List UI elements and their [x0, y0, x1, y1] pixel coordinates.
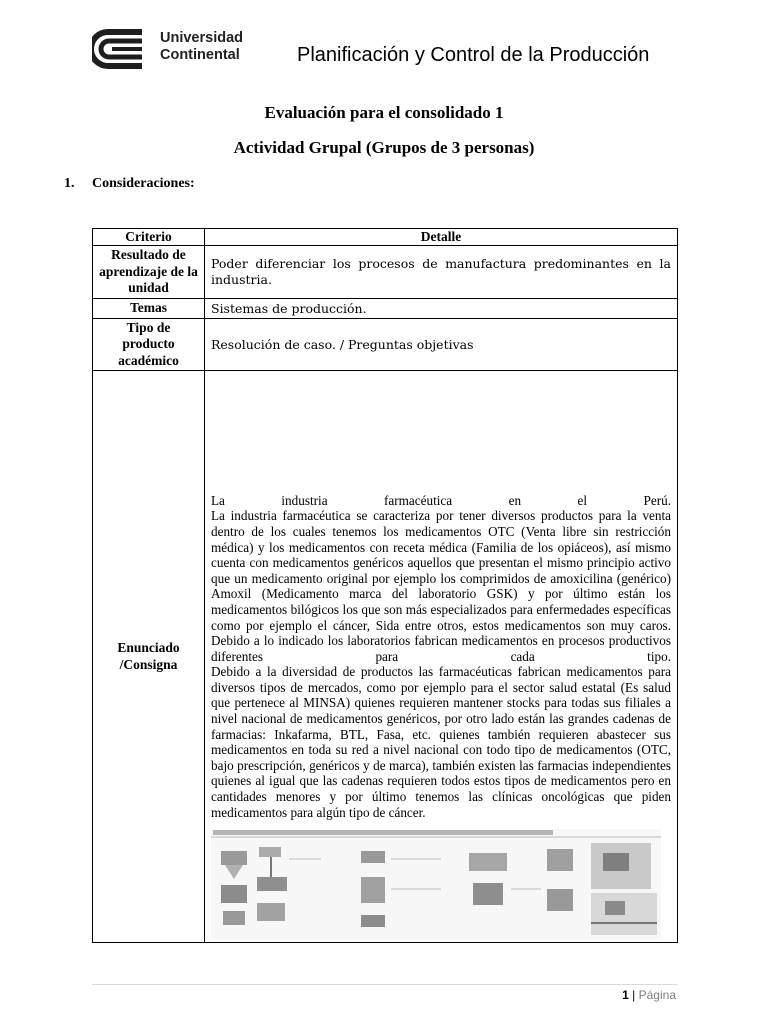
enunciado-paragraph: La industria farmacéutica en el Perú. — [211, 492, 671, 508]
row-label: Enunciado /Consigna — [93, 371, 205, 943]
logo-line1: Universidad — [160, 30, 243, 46]
row-value: Resolución de caso. / Preguntas objetivas — [205, 319, 678, 371]
table-row — [93, 246, 678, 299]
section-title: Consideraciones: — [92, 176, 195, 191]
row-label: Temas — [93, 299, 205, 319]
header-criterio: Criterio — [93, 229, 205, 246]
activity-title: Actividad Grupal (Grupos de 3 personas) — [233, 138, 535, 157]
table-header-row — [93, 229, 678, 246]
university-logo-icon — [92, 26, 154, 72]
logo-line2: Continental — [160, 47, 240, 63]
row-value: Poder diferenciar los procesos de manufactura predominantes en la industria. — [205, 246, 678, 299]
enunciado-paragraph: Debido a la diversidad de productos las farmacéuticas fabrican medicamentos para diversos tipos de mercados, como por ejemplo para el sector salud estatal (Es salud que pertenece al MINSA) quienes requieren mantener stocks para todas sus filiales a nivel nacional de medicamentos genéricos, por otro lado están las grandes cadenas de farmacias: Inkafarma, BTL, Fasa, etc. quienes también requieren abastecer sus medicamentos en toda su red a nivel nacional con todo tipo de medicamentos (OTC, bajo prescripción, genéricos y de marca), también existen las farmacias independientes quienes al igual que las cadenas requieren todos estos tipos de medicamentos pero en cantidades menores y por último tenemos las clínicas oncológicas que piden medicamentos para algún tipo de cáncer. — [211, 664, 671, 820]
page-footer — [622, 988, 676, 1002]
criteria-table — [92, 228, 678, 943]
row-value: Sistemas de producción. — [205, 299, 678, 319]
header-detalle: Detalle — [205, 229, 678, 246]
row-label: Resultado de aprendizaje de la unidad — [93, 246, 205, 299]
table-row-enunciado — [93, 371, 678, 943]
university-logo — [92, 26, 252, 72]
enunciado-cell — [205, 371, 678, 943]
manufacturing-process-figure — [211, 829, 661, 939]
university-name — [160, 30, 243, 64]
course-title: Planificación y Control de la Producción — [297, 44, 650, 66]
evaluation-title: Evaluación para el consolidado 1 — [264, 103, 504, 122]
row-label: Tipo de producto académico — [93, 319, 205, 371]
page-label: Página — [638, 988, 676, 1002]
footer-separator: | — [632, 988, 636, 1002]
table-row — [93, 299, 678, 319]
table-row — [93, 319, 678, 371]
enunciado-paragraph: La industria farmacéutica se caracteriza por tener diversos productos para la venta dentro de los cuales tenemos los medicamentos OTC (Venta libre sin restricción médica) y los medicamentos con receta médica (Familia de los opiáceos), así mismo cuenta con medicamentos genéricos aquellos que presentan el mismo principio activo que un medicamento original por ejemplo los comprimidos de amoxicilina (genérico) Amoxil (Medicamento marca del laboratorio GSK) y por último están los medicamentos bilógicos los que son más especializados para enfermedades específicas como por ejemplo el cáncer, Sida entre otros, estos medicamentos son muy caros. Debido a lo indicado los laboratorios fabrican medicamentos en procesos productivos diferentes para cada tipo. — [211, 508, 671, 664]
section-heading — [64, 176, 195, 192]
enunciado-text — [211, 493, 671, 820]
footer-divider — [92, 984, 677, 985]
section-number: 1. — [64, 176, 75, 191]
page-number: 1 — [622, 988, 629, 1002]
